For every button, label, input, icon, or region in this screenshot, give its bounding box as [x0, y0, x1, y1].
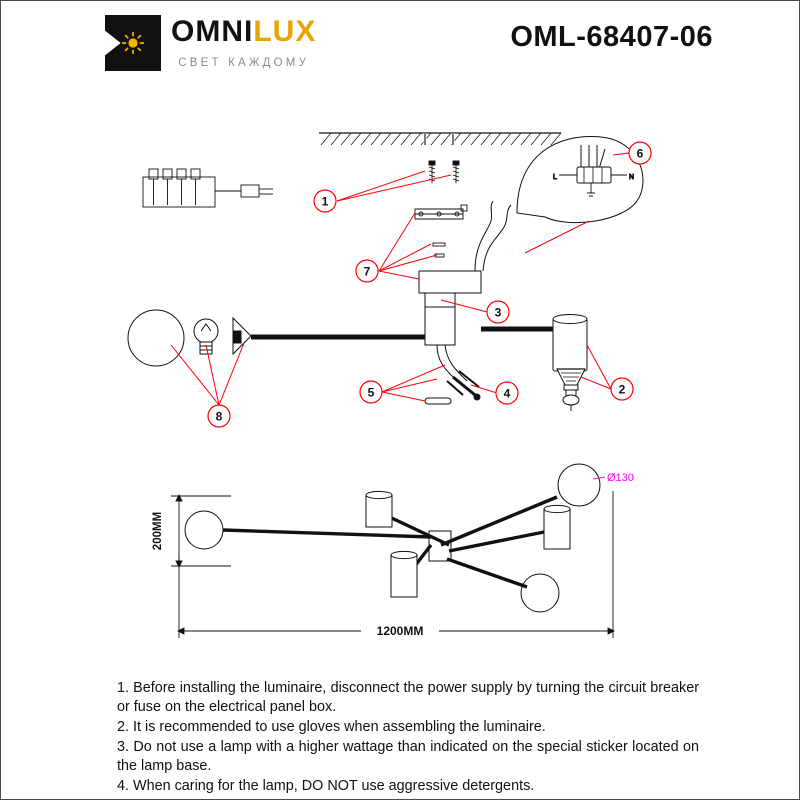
- bulb-icon: [194, 319, 218, 354]
- instruction-1: 1. Before installing the luminaire, disconnect the power supply by turning the circuit breaker or fuse on the electrical panel box.: [117, 680, 699, 716]
- instruction-2: 2. It is recommended to use gloves when assembling the luminaire.: [117, 719, 546, 736]
- callout-3: [487, 301, 509, 323]
- svg-text:3: 3: [494, 305, 502, 320]
- mounting-bracket: [415, 205, 467, 257]
- callout-5: [360, 381, 382, 403]
- callout-1: [314, 190, 336, 212]
- connector-wires: [425, 345, 480, 404]
- svg-text:1: 1: [321, 194, 329, 209]
- brand-name-second: LUX: [253, 15, 317, 48]
- callout-8: [208, 405, 230, 427]
- dimension-view: [152, 464, 634, 639]
- svg-text:4: 4: [503, 386, 511, 401]
- svg-text:5: 5: [367, 385, 375, 400]
- callout-7: [356, 260, 378, 282]
- height-dimension-label: 200MM: [152, 511, 164, 551]
- terminal-block-symbol: [143, 169, 273, 207]
- instruction-3: 3. Do not use a lamp with a higher wattage than indicated on the special sticker located on the lamp base.: [117, 739, 699, 775]
- svg-text:2: 2: [618, 382, 626, 397]
- svg-text:N: N: [629, 174, 635, 181]
- sphere-diameter-label: Ø130: [607, 472, 634, 484]
- callout-4: [496, 382, 518, 404]
- svg-text:7: 7: [363, 264, 371, 279]
- drawing-svg: [1, 93, 800, 653]
- brand-logo: [105, 13, 316, 71]
- ceiling-symbol: [319, 133, 561, 145]
- brand-tagline: СВЕТ КАЖДОМУ: [178, 57, 310, 69]
- width-dimension-label: 1200MM: [376, 624, 424, 638]
- callout-2: [611, 378, 633, 400]
- instructions-list: [117, 679, 699, 797]
- sun-burst-icon: [105, 15, 161, 71]
- gu10-lamp-symbol: [557, 369, 585, 411]
- sun-burst-glyph: [122, 32, 144, 54]
- model-code: OML-68407-06: [510, 21, 713, 53]
- brand-name-first: OMNI: [171, 15, 254, 48]
- left-arm-assembly: [128, 310, 425, 366]
- svg-text:L: L: [553, 174, 557, 181]
- fastener-parts: [429, 161, 459, 183]
- instruction-4: 4. When caring for the lamp, DO NOT use aggressive detergents.: [117, 778, 535, 795]
- svg-text:6: 6: [636, 146, 644, 161]
- detail-callout-bubble: [517, 137, 643, 223]
- svg-text:8: 8: [215, 409, 223, 424]
- assembly-drawing: [1, 93, 800, 653]
- callout-6: [629, 142, 651, 164]
- supply-wires: [475, 201, 511, 271]
- header: [1, 1, 800, 93]
